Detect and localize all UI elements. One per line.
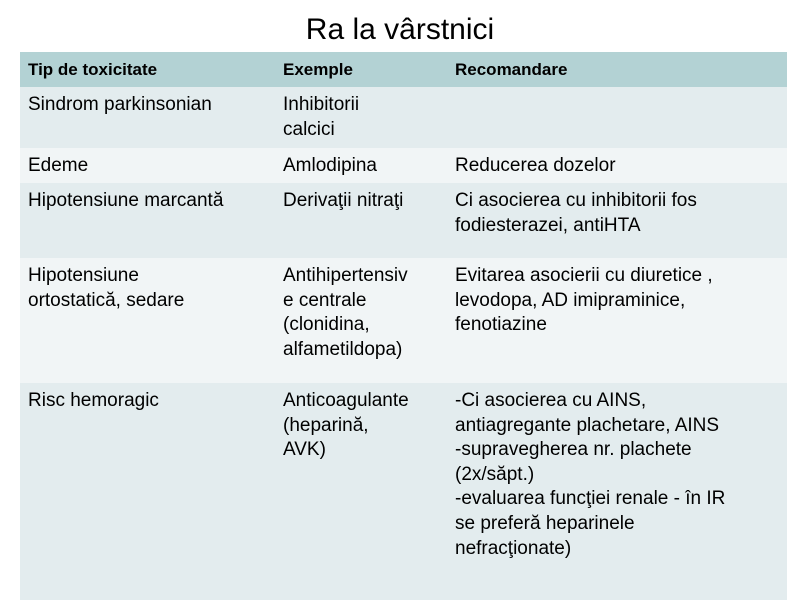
- table-row: [20, 148, 787, 183]
- cell-recommendation: Evitarea asocierii cu diuretice , levodopa, AD imipraminice, fenotiazine: [447, 258, 787, 383]
- table-row: [20, 258, 787, 383]
- cell-toxicity-type: Hipotensiune marcantă: [20, 183, 275, 258]
- cell-recommendation: -Ci asocierea cu AINS, antiagregante plachetare, AINS -supravegherea nr. plachete (2x/săpt.) -evaluarea funcţiei renale - în IR se preferă heparinele nefracţionate): [447, 383, 787, 600]
- cell-examples: Derivaţii nitraţi: [275, 183, 447, 258]
- header-recommendation: Recomandare: [447, 52, 787, 87]
- toxicity-table: [20, 52, 787, 600]
- cell-examples: Inhibitorii calcici: [275, 87, 447, 148]
- table-header-row: [20, 52, 787, 87]
- table-row: [20, 183, 787, 258]
- cell-recommendation: Reducerea dozelor: [447, 148, 787, 183]
- header-toxicity-type: Tip de toxicitate: [20, 52, 275, 87]
- cell-toxicity-type: Risc hemoragic: [20, 383, 275, 600]
- slide-title: Ra la vârstnici: [305, 13, 495, 46]
- header-examples: Exemple: [275, 52, 447, 87]
- cell-toxicity-type: Sindrom parkinsonian: [20, 87, 275, 148]
- table-row: [20, 87, 787, 148]
- cell-toxicity-type: Edeme: [20, 148, 275, 183]
- cell-recommendation: Ci asocierea cu inhibitorii fos fodiesterazei, antiHTA: [447, 183, 787, 258]
- cell-examples: Anticoagulante (heparină, AVK): [275, 383, 447, 600]
- cell-recommendation: [447, 87, 787, 148]
- cell-toxicity-type: Hipotensiune ortostatică, sedare: [20, 258, 275, 383]
- cell-examples: Antihipertensiv e centrale (clonidina, alfametildopa): [275, 258, 447, 383]
- table-row: [20, 383, 787, 600]
- cell-examples: Amlodipina: [275, 148, 447, 183]
